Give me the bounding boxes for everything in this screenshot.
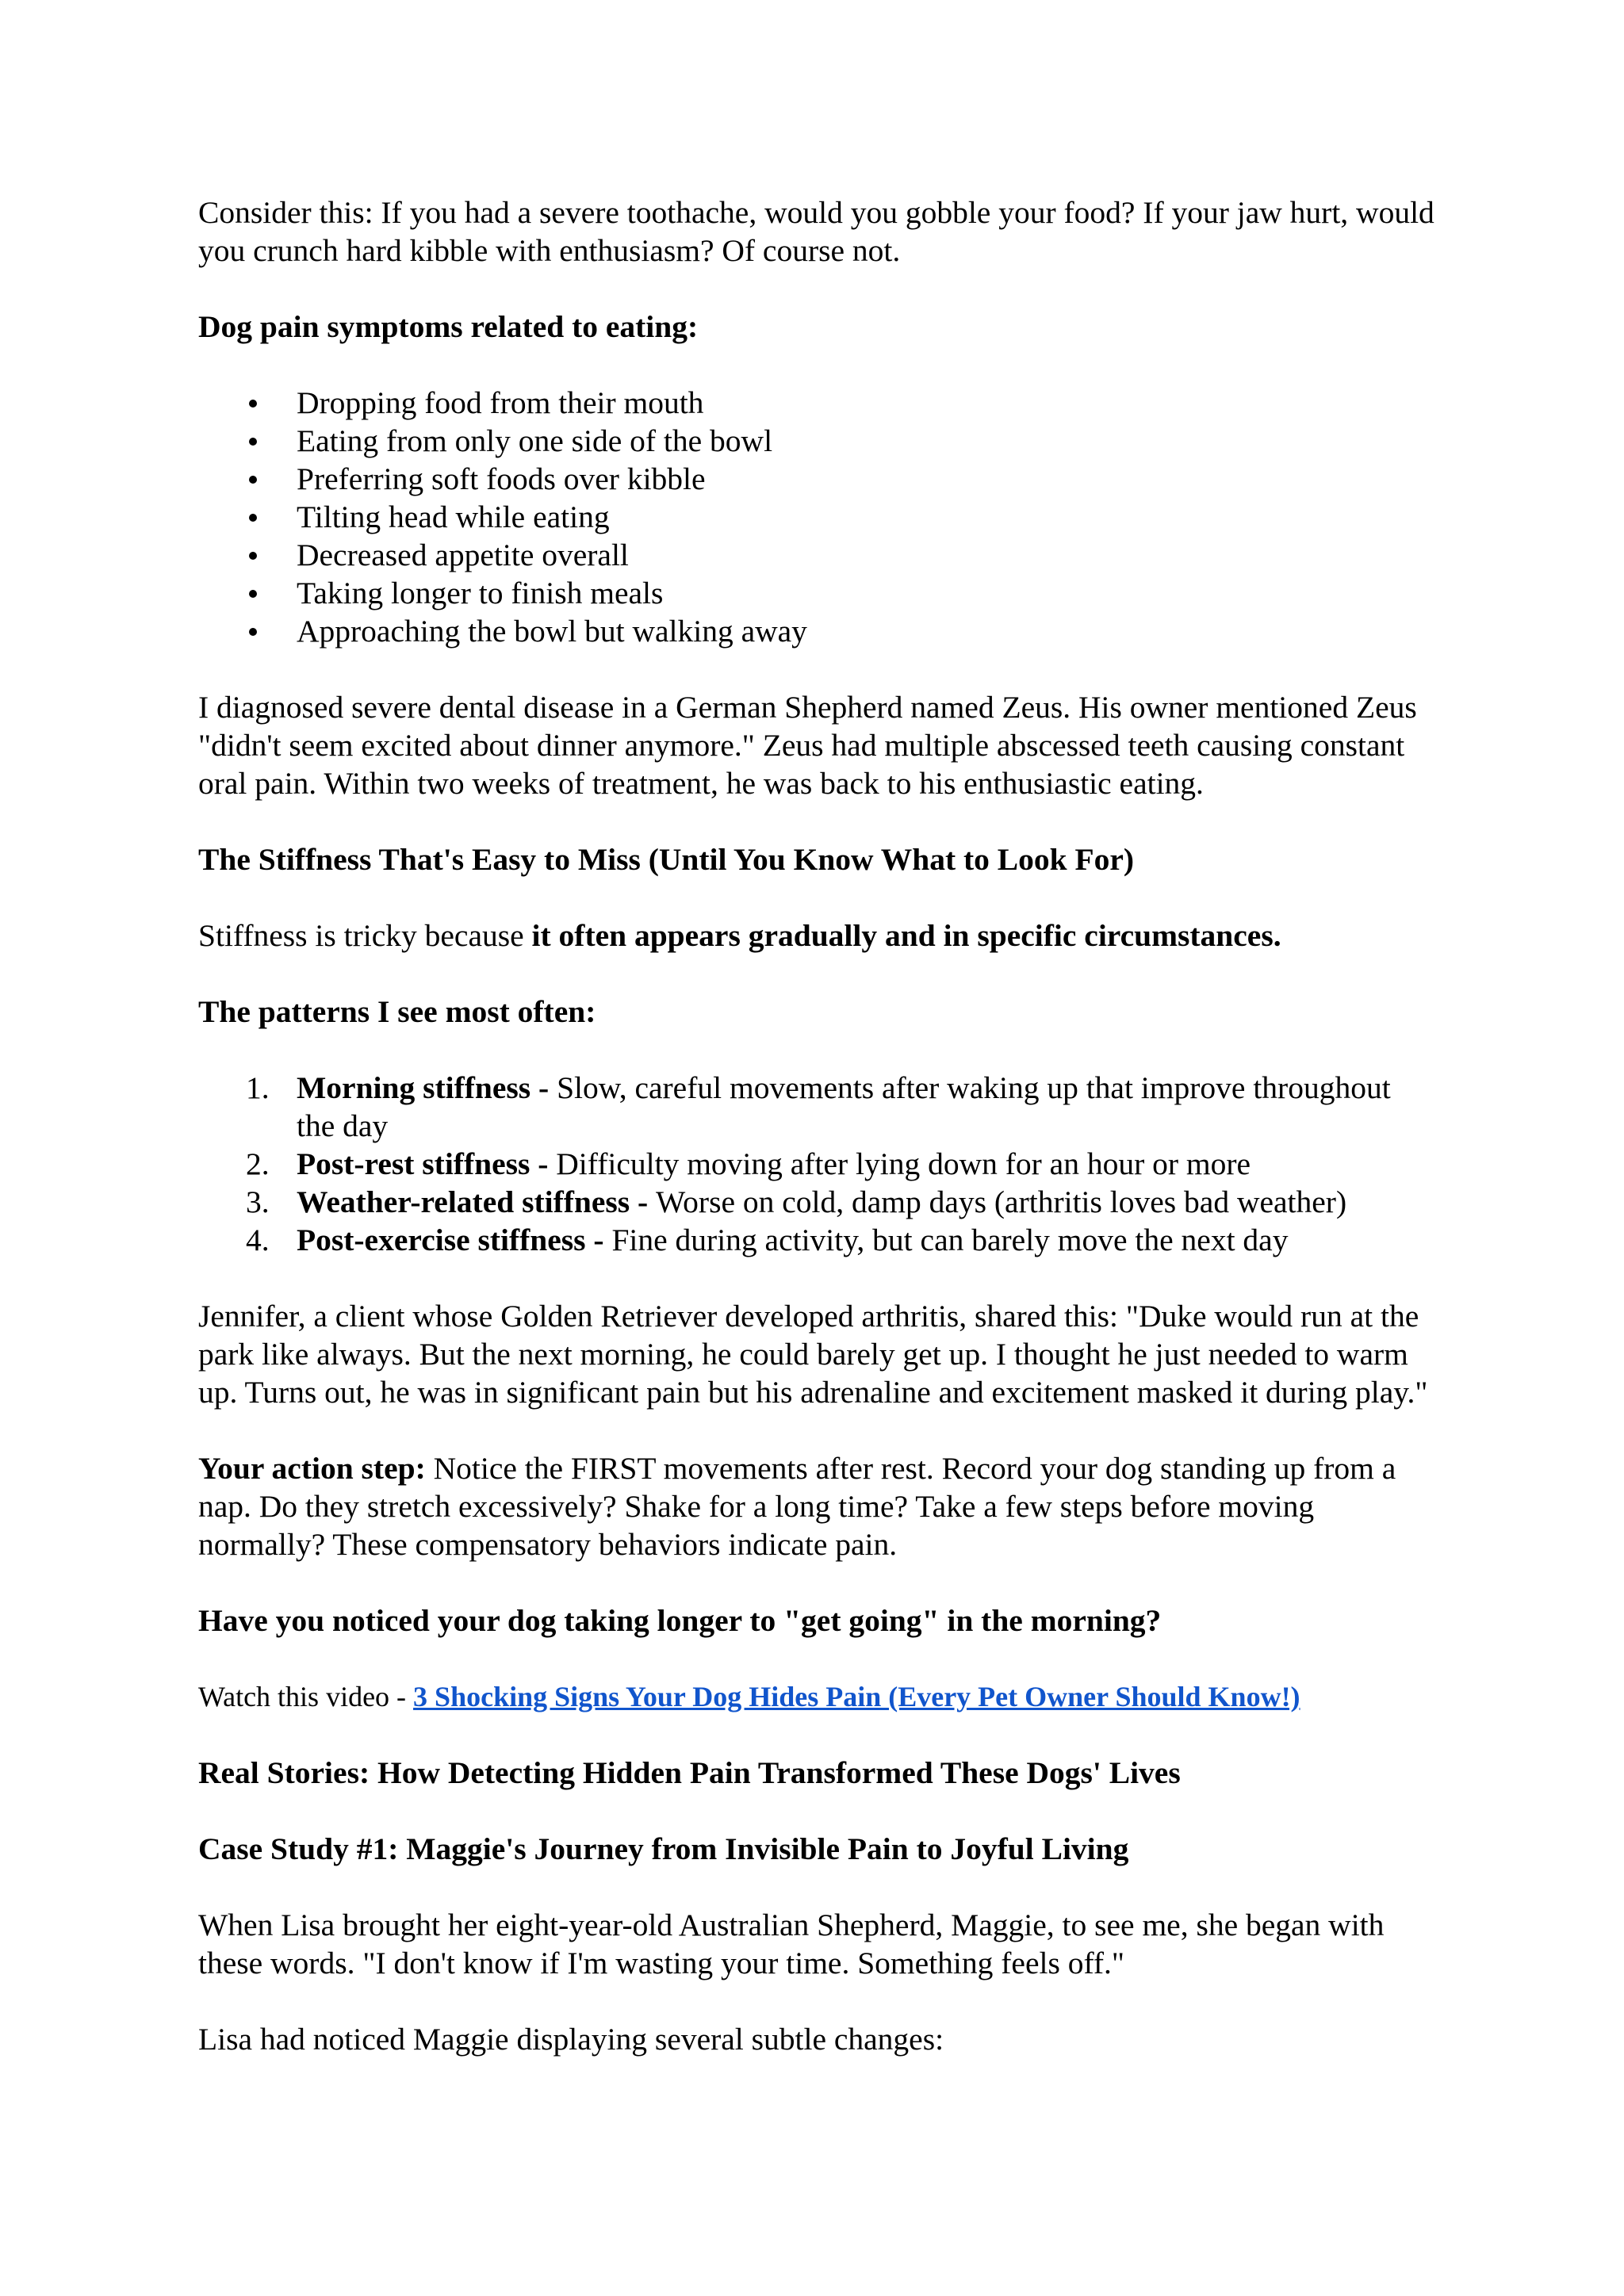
list-item: Eating from only one side of the bowl bbox=[198, 422, 1435, 460]
eating-symptoms-list bbox=[198, 384, 1435, 650]
video-link[interactable]: 3 Shocking Signs Your Dog Hides Pain (Every Pet Owner Should Know!) bbox=[413, 1681, 1300, 1712]
eating-heading: Dog pain symptoms related to eating: bbox=[198, 309, 699, 344]
list-item: 4. Post-exercise stiffness - Fine during activity, but can barely move the next day bbox=[246, 1223, 1289, 1257]
action-step: Your action step: Notice the FIRST movements after rest. Record your dog standing up from a nap. Do they stretch excessively? Shake for a long time? Take a few steps before moving normally? These compensatory behaviors indicate pain. bbox=[198, 1451, 1396, 1562]
list-item: Preferring soft foods over kibble bbox=[198, 460, 1435, 498]
patterns-heading: The patterns I see most often: bbox=[198, 994, 596, 1029]
bullet-icon bbox=[249, 438, 257, 446]
stiffness-intro: Stiffness is tricky because it often appears gradually and in specific circumstances. bbox=[198, 918, 1281, 953]
list-item: Dropping food from their mouth bbox=[198, 384, 1435, 422]
case-study-1-heading: Case Study #1: Maggie's Journey from Invisible Pain to Joyful Living bbox=[198, 1831, 1129, 1866]
bullet-icon bbox=[249, 400, 257, 408]
video-line: Watch this video - 3 Shocking Signs Your Dog Hides Pain (Every Pet Owner Should Know!) bbox=[198, 1681, 1300, 1712]
zeus-story: I diagnosed severe dental disease in a German Shepherd named Zeus. His owner mentioned Zeus "didn't seem excited about dinner anymore." Zeus had multiple abscessed teeth causing constant oral pain. Within two weeks of treatment, he was back to his enthusiastic eating. bbox=[198, 690, 1417, 801]
intro-paragraph: Consider this: If you had a severe toothache, would you gobble your food? If your jaw hurt, would you crunch hard kibble with enthusiasm? Of course not. bbox=[198, 195, 1434, 268]
list-item: 3. Weather-related stiffness - Worse on cold, damp days (arthritis loves bad weather) bbox=[246, 1184, 1347, 1219]
list-item: 2. Post-rest stiffness - Difficulty moving after lying down for an hour or more bbox=[246, 1146, 1251, 1181]
list-item: Approaching the bowl but walking away bbox=[198, 612, 1435, 650]
list-item: Tilting head while eating bbox=[198, 498, 1435, 536]
list-item: Taking longer to finish meals bbox=[198, 574, 1435, 612]
maggie-changes: Lisa had noticed Maggie displaying several subtle changes: bbox=[198, 2022, 944, 2057]
document-page bbox=[198, 193, 1435, 2096]
bullet-icon bbox=[249, 590, 257, 598]
list-item: Decreased appetite overall bbox=[198, 536, 1435, 574]
patterns-list bbox=[198, 1069, 1435, 1259]
stories-heading: Real Stories: How Detecting Hidden Pain Transformed These Dogs' Lives bbox=[198, 1755, 1181, 1790]
bullet-icon bbox=[249, 628, 257, 636]
morning-question: Have you noticed your dog taking longer to "get going" in the morning? bbox=[198, 1603, 1162, 1638]
bullet-icon bbox=[249, 514, 257, 522]
jennifer-story: Jennifer, a client whose Golden Retriever developed arthritis, shared this: "Duke would run at the park like always. But the next morning, he could barely get up. I thought he just needed to warm up. Turns out, he was in significant pain but his adrenaline and excitement masked it during play." bbox=[198, 1299, 1428, 1410]
bullet-icon bbox=[249, 552, 257, 560]
stiffness-heading: The Stiffness That's Easy to Miss (Until You Know What to Look For) bbox=[198, 842, 1135, 877]
bullet-icon bbox=[249, 476, 257, 484]
list-item: 1. Morning stiffness - Slow, careful movements after waking up that improve throughout the day bbox=[246, 1070, 1391, 1143]
maggie-intro: When Lisa brought her eight-year-old Australian Shepherd, Maggie, to see me, she began with these words. "I don't know if I'm wasting your time. Something feels off." bbox=[198, 1908, 1385, 1980]
